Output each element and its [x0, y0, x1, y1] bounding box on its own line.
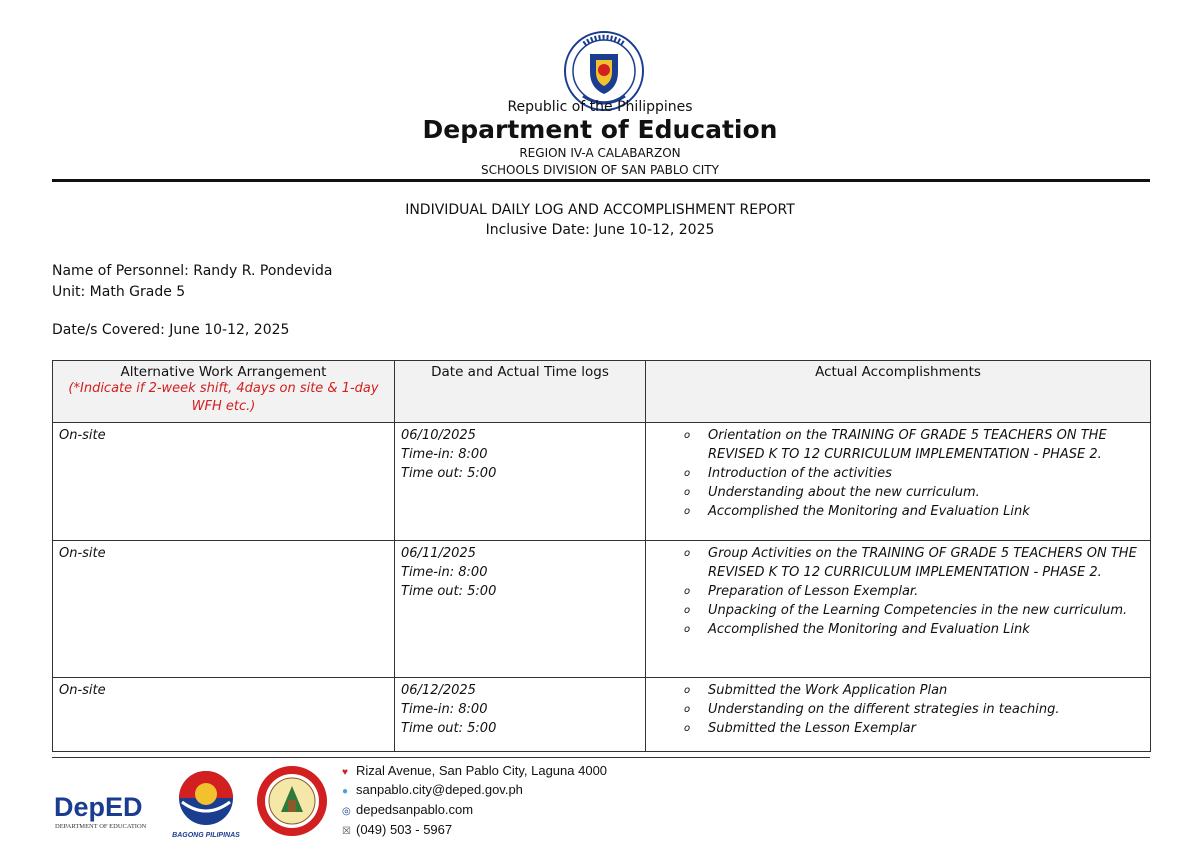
region-line: REGION IV-A CALABARZON	[519, 146, 681, 160]
footer-address	[342, 763, 607, 778]
log-date: 06/11/2025	[401, 546, 476, 561]
footer-email	[342, 782, 523, 797]
personnel-name: Name of Personnel: Randy R. Pondevida	[52, 263, 333, 279]
list-item: o Understanding on the different strategies in teaching.	[684, 700, 1144, 719]
log-time-in: Time-in: 8:00	[401, 702, 488, 717]
deped-logo-subtext: DEPARTMENT OF EDUCATION	[55, 823, 147, 830]
report-title: INDIVIDUAL DAILY LOG AND ACCOMPLISHMENT REPORT	[405, 202, 795, 218]
log-time-in: Time-in: 8:00	[401, 565, 488, 580]
phone-icon: ☒	[342, 826, 351, 837]
time-log-cell	[395, 423, 646, 541]
inclusive-date: Inclusive Date: June 10-12, 2025	[485, 222, 715, 238]
website-text[interactable]: depedsanpablo.com	[356, 802, 474, 817]
arrangement-cell: On-site	[53, 423, 395, 541]
list-item: o Unpacking of the Learning Competencies in the new curriculum.	[684, 601, 1144, 620]
arrangement-cell: On-site	[53, 678, 395, 752]
time-log-cell	[395, 541, 646, 678]
list-item: o Group Activities on the TRAINING OF GRADE 5 TEACHERS ON THE REVISED K TO 12 CURRICULUM IMPLEMENTATION - PHASE 2.	[684, 544, 1144, 582]
list-item: o Introduction of the activities	[684, 464, 1144, 483]
division-seal-icon	[255, 764, 329, 838]
table-header-row	[53, 361, 1151, 423]
header-arrangement	[53, 361, 395, 423]
accomplishments-cell	[646, 678, 1151, 752]
bagong-pilipinas-logo	[170, 764, 242, 840]
location-pin-icon: ♥	[342, 767, 348, 778]
list-item: o Accomplished the Monitoring and Evaluation Link	[684, 502, 1144, 521]
list-item: o Submitted the Lesson Exemplar	[684, 719, 1144, 738]
arrangement-cell: On-site	[53, 541, 395, 678]
table-row	[53, 423, 1151, 541]
time-log-cell	[395, 678, 646, 752]
web-icon: ◎	[342, 806, 351, 817]
footer-website	[342, 802, 473, 817]
address-text: Rizal Avenue, San Pablo City, Laguna 4000	[356, 763, 608, 778]
log-time-in: Time-in: 8:00	[401, 447, 488, 462]
header-arrangement-label: Alternative Work Arrangement	[120, 364, 327, 380]
header-time-logs: Date and Actual Time logs	[395, 361, 646, 423]
accomplishments-cell	[646, 423, 1151, 541]
table-row	[53, 678, 1151, 752]
log-time-out: Time out: 5:00	[401, 466, 497, 481]
footer-phone	[342, 822, 452, 837]
list-item: o Orientation on the TRAINING OF GRADE 5 TEACHERS ON THE REVISED K TO 12 CURRICULUM IMPLEMENTATION - PHASE 2.	[684, 426, 1144, 464]
header-divider	[52, 179, 1150, 182]
email-icon: ●	[342, 786, 349, 797]
email-text[interactable]: sanpablo.city@deped.gov.ph	[356, 782, 523, 797]
department-name: Department of Education	[422, 115, 778, 144]
division-line: SCHOOLS DIVISION OF SAN PABLO CITY	[481, 163, 719, 177]
list-item: o Accomplished the Monitoring and Evaluation Link	[684, 620, 1144, 639]
log-time-out: Time out: 5:00	[401, 721, 497, 736]
log-time-out: Time out: 5:00	[401, 584, 497, 599]
header-arrangement-note: (*Indicate if 2-week shift, 4days on site & 1-day WFH etc.)	[68, 381, 379, 414]
footer-divider	[52, 757, 1150, 758]
personnel-unit: Unit: Math Grade 5	[52, 284, 186, 300]
deped-logo-text: DepED	[54, 792, 143, 822]
header-accomplishments: Actual Accomplishments	[646, 361, 1151, 423]
log-table	[52, 360, 1151, 752]
bagong-logo-text: BAGONG PILIPINAS	[172, 832, 240, 839]
republic-line: Republic of the Philippines	[507, 99, 693, 115]
dates-covered: Date/s Covered: June 10-12, 2025	[52, 322, 290, 338]
deped-logo	[52, 786, 152, 832]
list-item: o Preparation of Lesson Exemplar.	[684, 582, 1144, 601]
list-item: o Submitted the Work Application Plan	[684, 681, 1144, 700]
list-item: o Understanding about the new curriculum.	[684, 483, 1144, 502]
log-date: 06/12/2025	[401, 683, 476, 698]
log-date: 06/10/2025	[401, 428, 476, 443]
phone-text: (049) 503 - 5967	[356, 822, 453, 837]
table-row	[53, 541, 1151, 678]
accomplishments-cell	[646, 541, 1151, 678]
